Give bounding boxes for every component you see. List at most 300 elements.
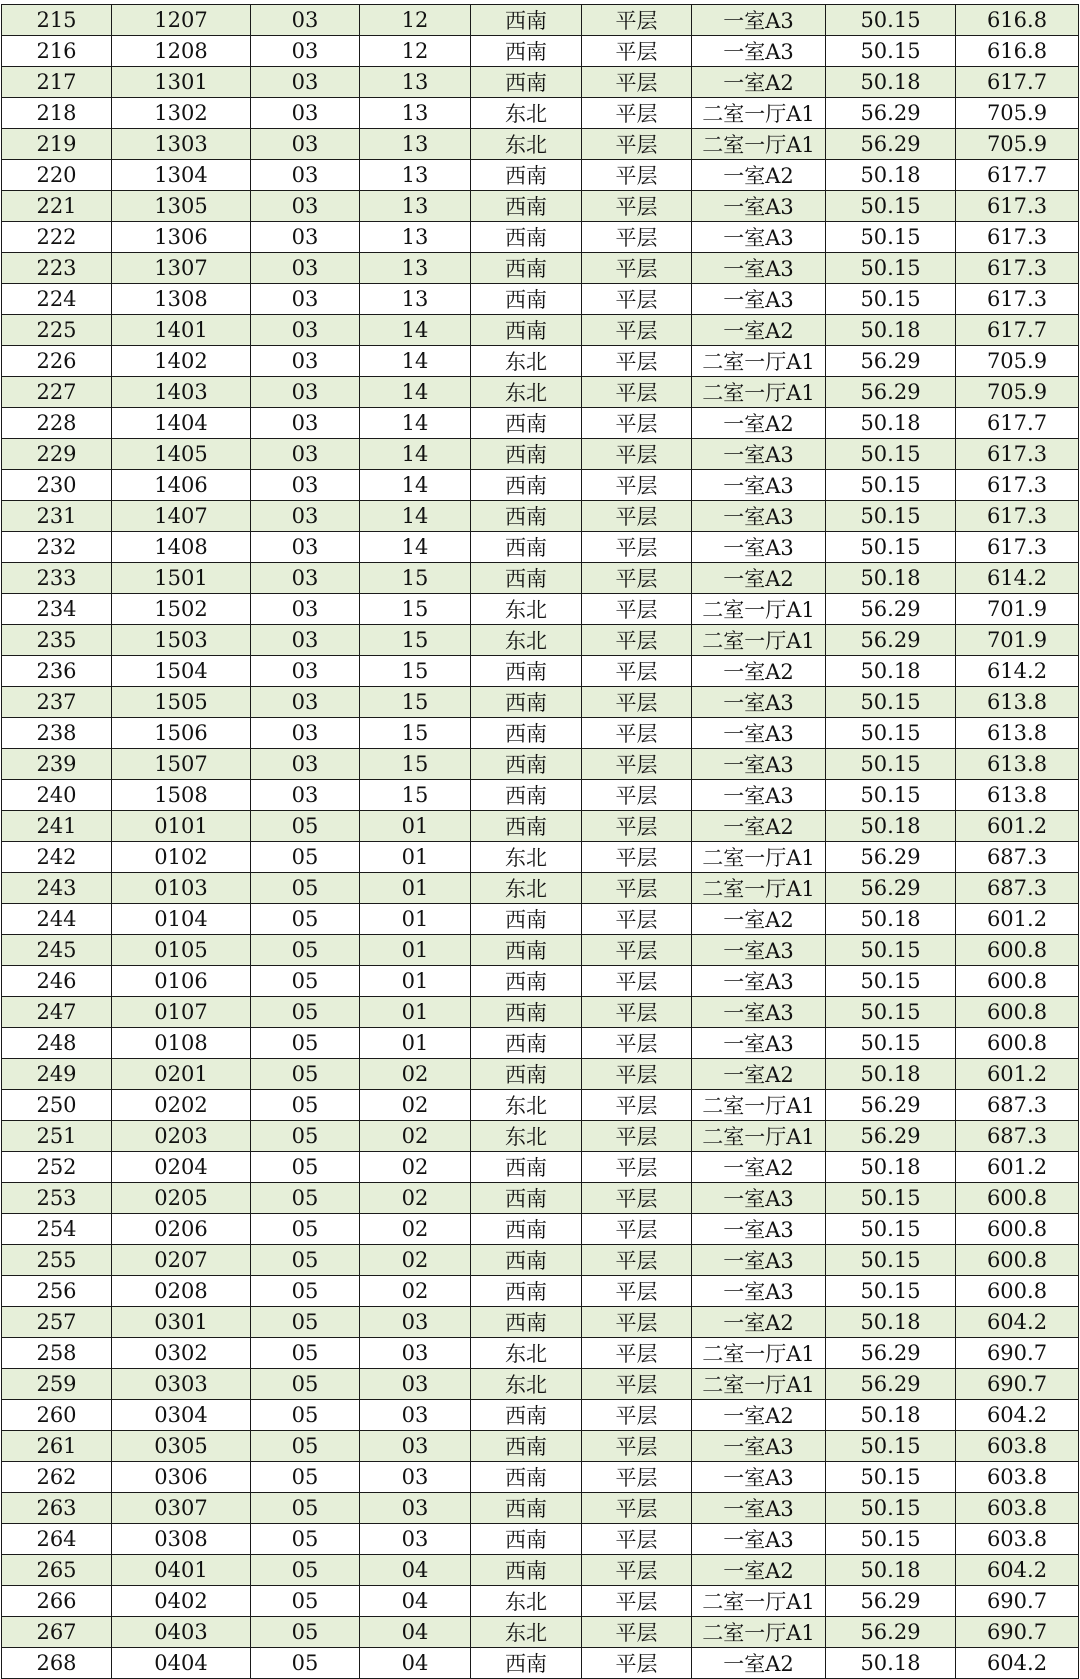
price-cell: 613.8: [956, 749, 1079, 780]
room-number-cell: 0306: [112, 1462, 251, 1493]
area-cell: 50.15: [826, 1028, 956, 1059]
seq-cell: 257: [2, 1307, 112, 1338]
area-cell: 50.18: [826, 563, 956, 594]
unit-type-cell: 二室一厅A1: [692, 842, 826, 873]
area-cell: 50.18: [826, 904, 956, 935]
seq-cell: 215: [2, 5, 112, 36]
floor-cell: 01: [360, 997, 471, 1028]
seq-cell: 222: [2, 222, 112, 253]
area-cell: 50.15: [826, 1276, 956, 1307]
building-cell: 03: [251, 532, 360, 563]
area-cell: 50.18: [826, 1400, 956, 1431]
building-cell: 03: [251, 656, 360, 687]
room-number-cell: 1208: [112, 36, 251, 67]
building-cell: 05: [251, 997, 360, 1028]
area-cell: 56.29: [826, 1121, 956, 1152]
floor-cell: 01: [360, 873, 471, 904]
price-cell: 600.8: [956, 997, 1079, 1028]
area-cell: 50.15: [826, 780, 956, 811]
price-cell: 603.8: [956, 1462, 1079, 1493]
seq-cell: 246: [2, 966, 112, 997]
layout-type-cell: 平层: [582, 811, 692, 842]
unit-type-cell: 一室A2: [692, 315, 826, 346]
room-number-cell: 0404: [112, 1648, 251, 1679]
building-cell: 05: [251, 1121, 360, 1152]
unit-type-cell: 一室A3: [692, 501, 826, 532]
table-row: [2, 1214, 1079, 1245]
room-number-cell: 0307: [112, 1493, 251, 1524]
floor-cell: 03: [360, 1493, 471, 1524]
table-row: [2, 1648, 1079, 1679]
room-number-cell: 1407: [112, 501, 251, 532]
layout-type-cell: 平层: [582, 67, 692, 98]
orientation-cell: 东北: [471, 873, 582, 904]
seq-cell: 250: [2, 1090, 112, 1121]
unit-type-cell: 一室A3: [692, 1245, 826, 1276]
area-cell: 50.15: [826, 1493, 956, 1524]
unit-type-cell: 一室A3: [692, 718, 826, 749]
table-row: [2, 1431, 1079, 1462]
price-cell: 617.3: [956, 439, 1079, 470]
building-cell: 05: [251, 1090, 360, 1121]
unit-type-cell: 二室一厅A1: [692, 129, 826, 160]
price-cell: 616.8: [956, 5, 1079, 36]
unit-type-cell: 一室A3: [692, 966, 826, 997]
building-cell: 05: [251, 1462, 360, 1493]
price-cell: 617.3: [956, 253, 1079, 284]
room-number-cell: 1304: [112, 160, 251, 191]
layout-type-cell: 平层: [582, 1586, 692, 1617]
orientation-cell: 东北: [471, 1369, 582, 1400]
seq-cell: 254: [2, 1214, 112, 1245]
table-row: [2, 315, 1079, 346]
floor-cell: 15: [360, 718, 471, 749]
area-cell: 50.15: [826, 222, 956, 253]
orientation-cell: 西南: [471, 253, 582, 284]
floor-cell: 03: [360, 1431, 471, 1462]
orientation-cell: 西南: [471, 408, 582, 439]
floor-cell: 01: [360, 904, 471, 935]
price-cell: 604.2: [956, 1307, 1079, 1338]
orientation-cell: 西南: [471, 1276, 582, 1307]
unit-type-cell: 二室一厅A1: [692, 377, 826, 408]
seq-cell: 229: [2, 439, 112, 470]
table-row: [2, 284, 1079, 315]
unit-type-cell: 二室一厅A1: [692, 1121, 826, 1152]
orientation-cell: 西南: [471, 284, 582, 315]
layout-type-cell: 平层: [582, 594, 692, 625]
unit-type-cell: 一室A3: [692, 935, 826, 966]
area-cell: 50.15: [826, 532, 956, 563]
floor-cell: 01: [360, 842, 471, 873]
building-cell: 03: [251, 129, 360, 160]
price-cell: 617.7: [956, 408, 1079, 439]
price-cell: 690.7: [956, 1338, 1079, 1369]
building-cell: 05: [251, 935, 360, 966]
orientation-cell: 东北: [471, 1090, 582, 1121]
price-cell: 600.8: [956, 1183, 1079, 1214]
seq-cell: 220: [2, 160, 112, 191]
orientation-cell: 西南: [471, 1524, 582, 1555]
floor-cell: 14: [360, 315, 471, 346]
room-number-cell: 1508: [112, 780, 251, 811]
floor-cell: 03: [360, 1524, 471, 1555]
seq-cell: 251: [2, 1121, 112, 1152]
area-cell: 56.29: [826, 346, 956, 377]
layout-type-cell: 平层: [582, 98, 692, 129]
orientation-cell: 西南: [471, 5, 582, 36]
price-cell: 616.8: [956, 36, 1079, 67]
orientation-cell: 西南: [471, 563, 582, 594]
area-cell: 50.15: [826, 439, 956, 470]
floor-cell: 15: [360, 563, 471, 594]
floor-cell: 13: [360, 191, 471, 222]
table-row: [2, 160, 1079, 191]
floor-cell: 13: [360, 129, 471, 160]
building-cell: 03: [251, 563, 360, 594]
layout-type-cell: 平层: [582, 904, 692, 935]
unit-type-cell: 一室A3: [692, 1028, 826, 1059]
orientation-cell: 西南: [471, 656, 582, 687]
area-cell: 56.29: [826, 129, 956, 160]
area-cell: 56.29: [826, 594, 956, 625]
orientation-cell: 西南: [471, 780, 582, 811]
area-cell: 50.15: [826, 284, 956, 315]
table-row: [2, 656, 1079, 687]
layout-type-cell: 平层: [582, 718, 692, 749]
table-row: [2, 501, 1079, 532]
unit-type-cell: 一室A2: [692, 656, 826, 687]
room-number-cell: 1308: [112, 284, 251, 315]
table-row: [2, 1121, 1079, 1152]
unit-type-cell: 一室A2: [692, 1400, 826, 1431]
building-cell: 05: [251, 1493, 360, 1524]
floor-cell: 13: [360, 160, 471, 191]
room-number-cell: 0108: [112, 1028, 251, 1059]
area-cell: 50.18: [826, 1307, 956, 1338]
price-cell: 617.3: [956, 470, 1079, 501]
area-cell: 56.29: [826, 842, 956, 873]
table-row: [2, 470, 1079, 501]
orientation-cell: 西南: [471, 191, 582, 222]
building-cell: 03: [251, 36, 360, 67]
layout-type-cell: 平层: [582, 36, 692, 67]
layout-type-cell: 平层: [582, 253, 692, 284]
price-cell: 690.7: [956, 1369, 1079, 1400]
area-cell: 50.15: [826, 1214, 956, 1245]
price-cell: 601.2: [956, 811, 1079, 842]
building-cell: 05: [251, 904, 360, 935]
building-cell: 03: [251, 749, 360, 780]
price-cell: 613.8: [956, 718, 1079, 749]
room-number-cell: 0403: [112, 1617, 251, 1648]
unit-type-cell: 一室A3: [692, 1183, 826, 1214]
building-cell: 05: [251, 966, 360, 997]
table-row: [2, 1245, 1079, 1276]
area-cell: 50.18: [826, 408, 956, 439]
layout-type-cell: 平层: [582, 1369, 692, 1400]
building-cell: 05: [251, 1369, 360, 1400]
floor-cell: 14: [360, 501, 471, 532]
orientation-cell: 东北: [471, 1617, 582, 1648]
building-cell: 05: [251, 1338, 360, 1369]
price-cell: 601.2: [956, 1152, 1079, 1183]
unit-type-cell: 一室A3: [692, 687, 826, 718]
table-row: [2, 842, 1079, 873]
orientation-cell: 西南: [471, 160, 582, 191]
area-cell: 50.15: [826, 470, 956, 501]
orientation-cell: 西南: [471, 222, 582, 253]
building-cell: 05: [251, 1245, 360, 1276]
layout-type-cell: 平层: [582, 408, 692, 439]
orientation-cell: 西南: [471, 1152, 582, 1183]
area-cell: 50.15: [826, 1524, 956, 1555]
price-cell: 600.8: [956, 935, 1079, 966]
room-number-cell: 0205: [112, 1183, 251, 1214]
room-number-cell: 1505: [112, 687, 251, 718]
price-cell: 600.8: [956, 1245, 1079, 1276]
room-number-cell: 0208: [112, 1276, 251, 1307]
room-number-cell: 0202: [112, 1090, 251, 1121]
room-number-cell: 0105: [112, 935, 251, 966]
room-number-cell: 0201: [112, 1059, 251, 1090]
unit-type-cell: 一室A3: [692, 997, 826, 1028]
seq-cell: 244: [2, 904, 112, 935]
seq-cell: 267: [2, 1617, 112, 1648]
seq-cell: 218: [2, 98, 112, 129]
unit-type-cell: 一室A3: [692, 749, 826, 780]
orientation-cell: 西南: [471, 811, 582, 842]
floor-cell: 13: [360, 98, 471, 129]
area-cell: 50.15: [826, 718, 956, 749]
orientation-cell: 西南: [471, 1431, 582, 1462]
unit-type-cell: 一室A3: [692, 780, 826, 811]
table-row: [2, 5, 1079, 36]
floor-cell: 02: [360, 1121, 471, 1152]
layout-type-cell: 平层: [582, 997, 692, 1028]
data-table: [1, 4, 1079, 1679]
building-cell: 03: [251, 98, 360, 129]
orientation-cell: 西南: [471, 749, 582, 780]
table-row: [2, 966, 1079, 997]
seq-cell: 245: [2, 935, 112, 966]
layout-type-cell: 平层: [582, 377, 692, 408]
floor-cell: 04: [360, 1617, 471, 1648]
building-cell: 05: [251, 1214, 360, 1245]
orientation-cell: 西南: [471, 67, 582, 98]
unit-type-cell: 二室一厅A1: [692, 625, 826, 656]
orientation-cell: 西南: [471, 935, 582, 966]
floor-cell: 04: [360, 1586, 471, 1617]
unit-type-cell: 一室A2: [692, 563, 826, 594]
seq-cell: 231: [2, 501, 112, 532]
layout-type-cell: 平层: [582, 842, 692, 873]
layout-type-cell: 平层: [582, 1493, 692, 1524]
layout-type-cell: 平层: [582, 563, 692, 594]
table-row: [2, 1183, 1079, 1214]
room-number-cell: 0304: [112, 1400, 251, 1431]
floor-cell: 13: [360, 284, 471, 315]
seq-cell: 242: [2, 842, 112, 873]
price-cell: 701.9: [956, 594, 1079, 625]
unit-type-cell: 一室A3: [692, 532, 826, 563]
price-cell: 705.9: [956, 346, 1079, 377]
layout-type-cell: 平层: [582, 1090, 692, 1121]
table-row: [2, 222, 1079, 253]
building-cell: 03: [251, 222, 360, 253]
room-number-cell: 1408: [112, 532, 251, 563]
unit-type-cell: 二室一厅A1: [692, 1338, 826, 1369]
room-number-cell: 0103: [112, 873, 251, 904]
orientation-cell: 东北: [471, 625, 582, 656]
price-cell: 603.8: [956, 1524, 1079, 1555]
unit-type-cell: 一室A3: [692, 222, 826, 253]
building-cell: 05: [251, 1183, 360, 1214]
room-number-cell: 0402: [112, 1586, 251, 1617]
layout-type-cell: 平层: [582, 1183, 692, 1214]
price-cell: 600.8: [956, 1028, 1079, 1059]
unit-type-cell: 一室A2: [692, 904, 826, 935]
layout-type-cell: 平层: [582, 1028, 692, 1059]
orientation-cell: 西南: [471, 36, 582, 67]
price-cell: 617.3: [956, 501, 1079, 532]
area-cell: 50.18: [826, 1555, 956, 1586]
orientation-cell: 西南: [471, 1462, 582, 1493]
floor-cell: 03: [360, 1400, 471, 1431]
unit-type-cell: 一室A2: [692, 408, 826, 439]
floor-cell: 02: [360, 1090, 471, 1121]
layout-type-cell: 平层: [582, 532, 692, 563]
building-cell: 05: [251, 842, 360, 873]
layout-type-cell: 平层: [582, 346, 692, 377]
room-number-cell: 0106: [112, 966, 251, 997]
floor-cell: 15: [360, 656, 471, 687]
area-cell: 50.15: [826, 1183, 956, 1214]
area-cell: 56.29: [826, 1090, 956, 1121]
room-number-cell: 1502: [112, 594, 251, 625]
area-cell: 50.15: [826, 5, 956, 36]
room-number-cell: 1302: [112, 98, 251, 129]
table-row: [2, 1369, 1079, 1400]
price-cell: 604.2: [956, 1400, 1079, 1431]
layout-type-cell: 平层: [582, 1431, 692, 1462]
price-cell: 617.3: [956, 222, 1079, 253]
unit-type-cell: 二室一厅A1: [692, 1617, 826, 1648]
room-number-cell: 0107: [112, 997, 251, 1028]
room-number-cell: 1405: [112, 439, 251, 470]
floor-cell: 14: [360, 408, 471, 439]
unit-type-cell: 一室A3: [692, 1214, 826, 1245]
unit-type-cell: 一室A2: [692, 1307, 826, 1338]
floor-cell: 02: [360, 1183, 471, 1214]
layout-type-cell: 平层: [582, 966, 692, 997]
floor-cell: 01: [360, 1028, 471, 1059]
price-cell: 687.3: [956, 873, 1079, 904]
area-cell: 50.15: [826, 1462, 956, 1493]
orientation-cell: 西南: [471, 532, 582, 563]
room-number-cell: 0308: [112, 1524, 251, 1555]
unit-type-cell: 一室A2: [692, 1555, 826, 1586]
price-cell: 705.9: [956, 377, 1079, 408]
room-number-cell: 1303: [112, 129, 251, 160]
table-row: [2, 67, 1079, 98]
room-number-cell: 0303: [112, 1369, 251, 1400]
price-cell: 613.8: [956, 687, 1079, 718]
orientation-cell: 西南: [471, 1183, 582, 1214]
room-number-cell: 0401: [112, 1555, 251, 1586]
building-cell: 05: [251, 1617, 360, 1648]
orientation-cell: 西南: [471, 687, 582, 718]
orientation-cell: 西南: [471, 1400, 582, 1431]
table-row: [2, 718, 1079, 749]
layout-type-cell: 平层: [582, 656, 692, 687]
layout-type-cell: 平层: [582, 1555, 692, 1586]
table-row: [2, 1617, 1079, 1648]
price-cell: 614.2: [956, 656, 1079, 687]
seq-cell: 223: [2, 253, 112, 284]
orientation-cell: 西南: [471, 1059, 582, 1090]
room-number-cell: 1503: [112, 625, 251, 656]
seq-cell: 256: [2, 1276, 112, 1307]
seq-cell: 239: [2, 749, 112, 780]
price-cell: 701.9: [956, 625, 1079, 656]
seq-cell: 258: [2, 1338, 112, 1369]
unit-type-cell: 一室A2: [692, 1059, 826, 1090]
layout-type-cell: 平层: [582, 780, 692, 811]
floor-cell: 03: [360, 1369, 471, 1400]
seq-cell: 255: [2, 1245, 112, 1276]
seq-cell: 216: [2, 36, 112, 67]
building-cell: 03: [251, 160, 360, 191]
seq-cell: 236: [2, 656, 112, 687]
unit-type-cell: 二室一厅A1: [692, 98, 826, 129]
seq-cell: 268: [2, 1648, 112, 1679]
table-row: [2, 439, 1079, 470]
layout-type-cell: 平层: [582, 1524, 692, 1555]
floor-cell: 14: [360, 470, 471, 501]
building-cell: 05: [251, 811, 360, 842]
orientation-cell: 西南: [471, 904, 582, 935]
price-cell: 603.8: [956, 1493, 1079, 1524]
seq-cell: 241: [2, 811, 112, 842]
building-cell: 05: [251, 1307, 360, 1338]
orientation-cell: 西南: [471, 439, 582, 470]
area-cell: 50.18: [826, 1059, 956, 1090]
seq-cell: 252: [2, 1152, 112, 1183]
building-cell: 03: [251, 625, 360, 656]
price-cell: 617.7: [956, 160, 1079, 191]
table-row: [2, 346, 1079, 377]
orientation-cell: 东北: [471, 594, 582, 625]
area-cell: 56.29: [826, 625, 956, 656]
seq-cell: 247: [2, 997, 112, 1028]
room-number-cell: 1403: [112, 377, 251, 408]
seq-cell: 262: [2, 1462, 112, 1493]
area-cell: 56.29: [826, 873, 956, 904]
table-row: [2, 253, 1079, 284]
seq-cell: 227: [2, 377, 112, 408]
orientation-cell: 西南: [471, 501, 582, 532]
seq-cell: 230: [2, 470, 112, 501]
layout-type-cell: 平层: [582, 749, 692, 780]
price-cell: 601.2: [956, 904, 1079, 935]
table-row: [2, 935, 1079, 966]
building-cell: 05: [251, 1524, 360, 1555]
table-row: [2, 811, 1079, 842]
table-row: [2, 594, 1079, 625]
unit-type-cell: 一室A2: [692, 160, 826, 191]
seq-cell: 238: [2, 718, 112, 749]
